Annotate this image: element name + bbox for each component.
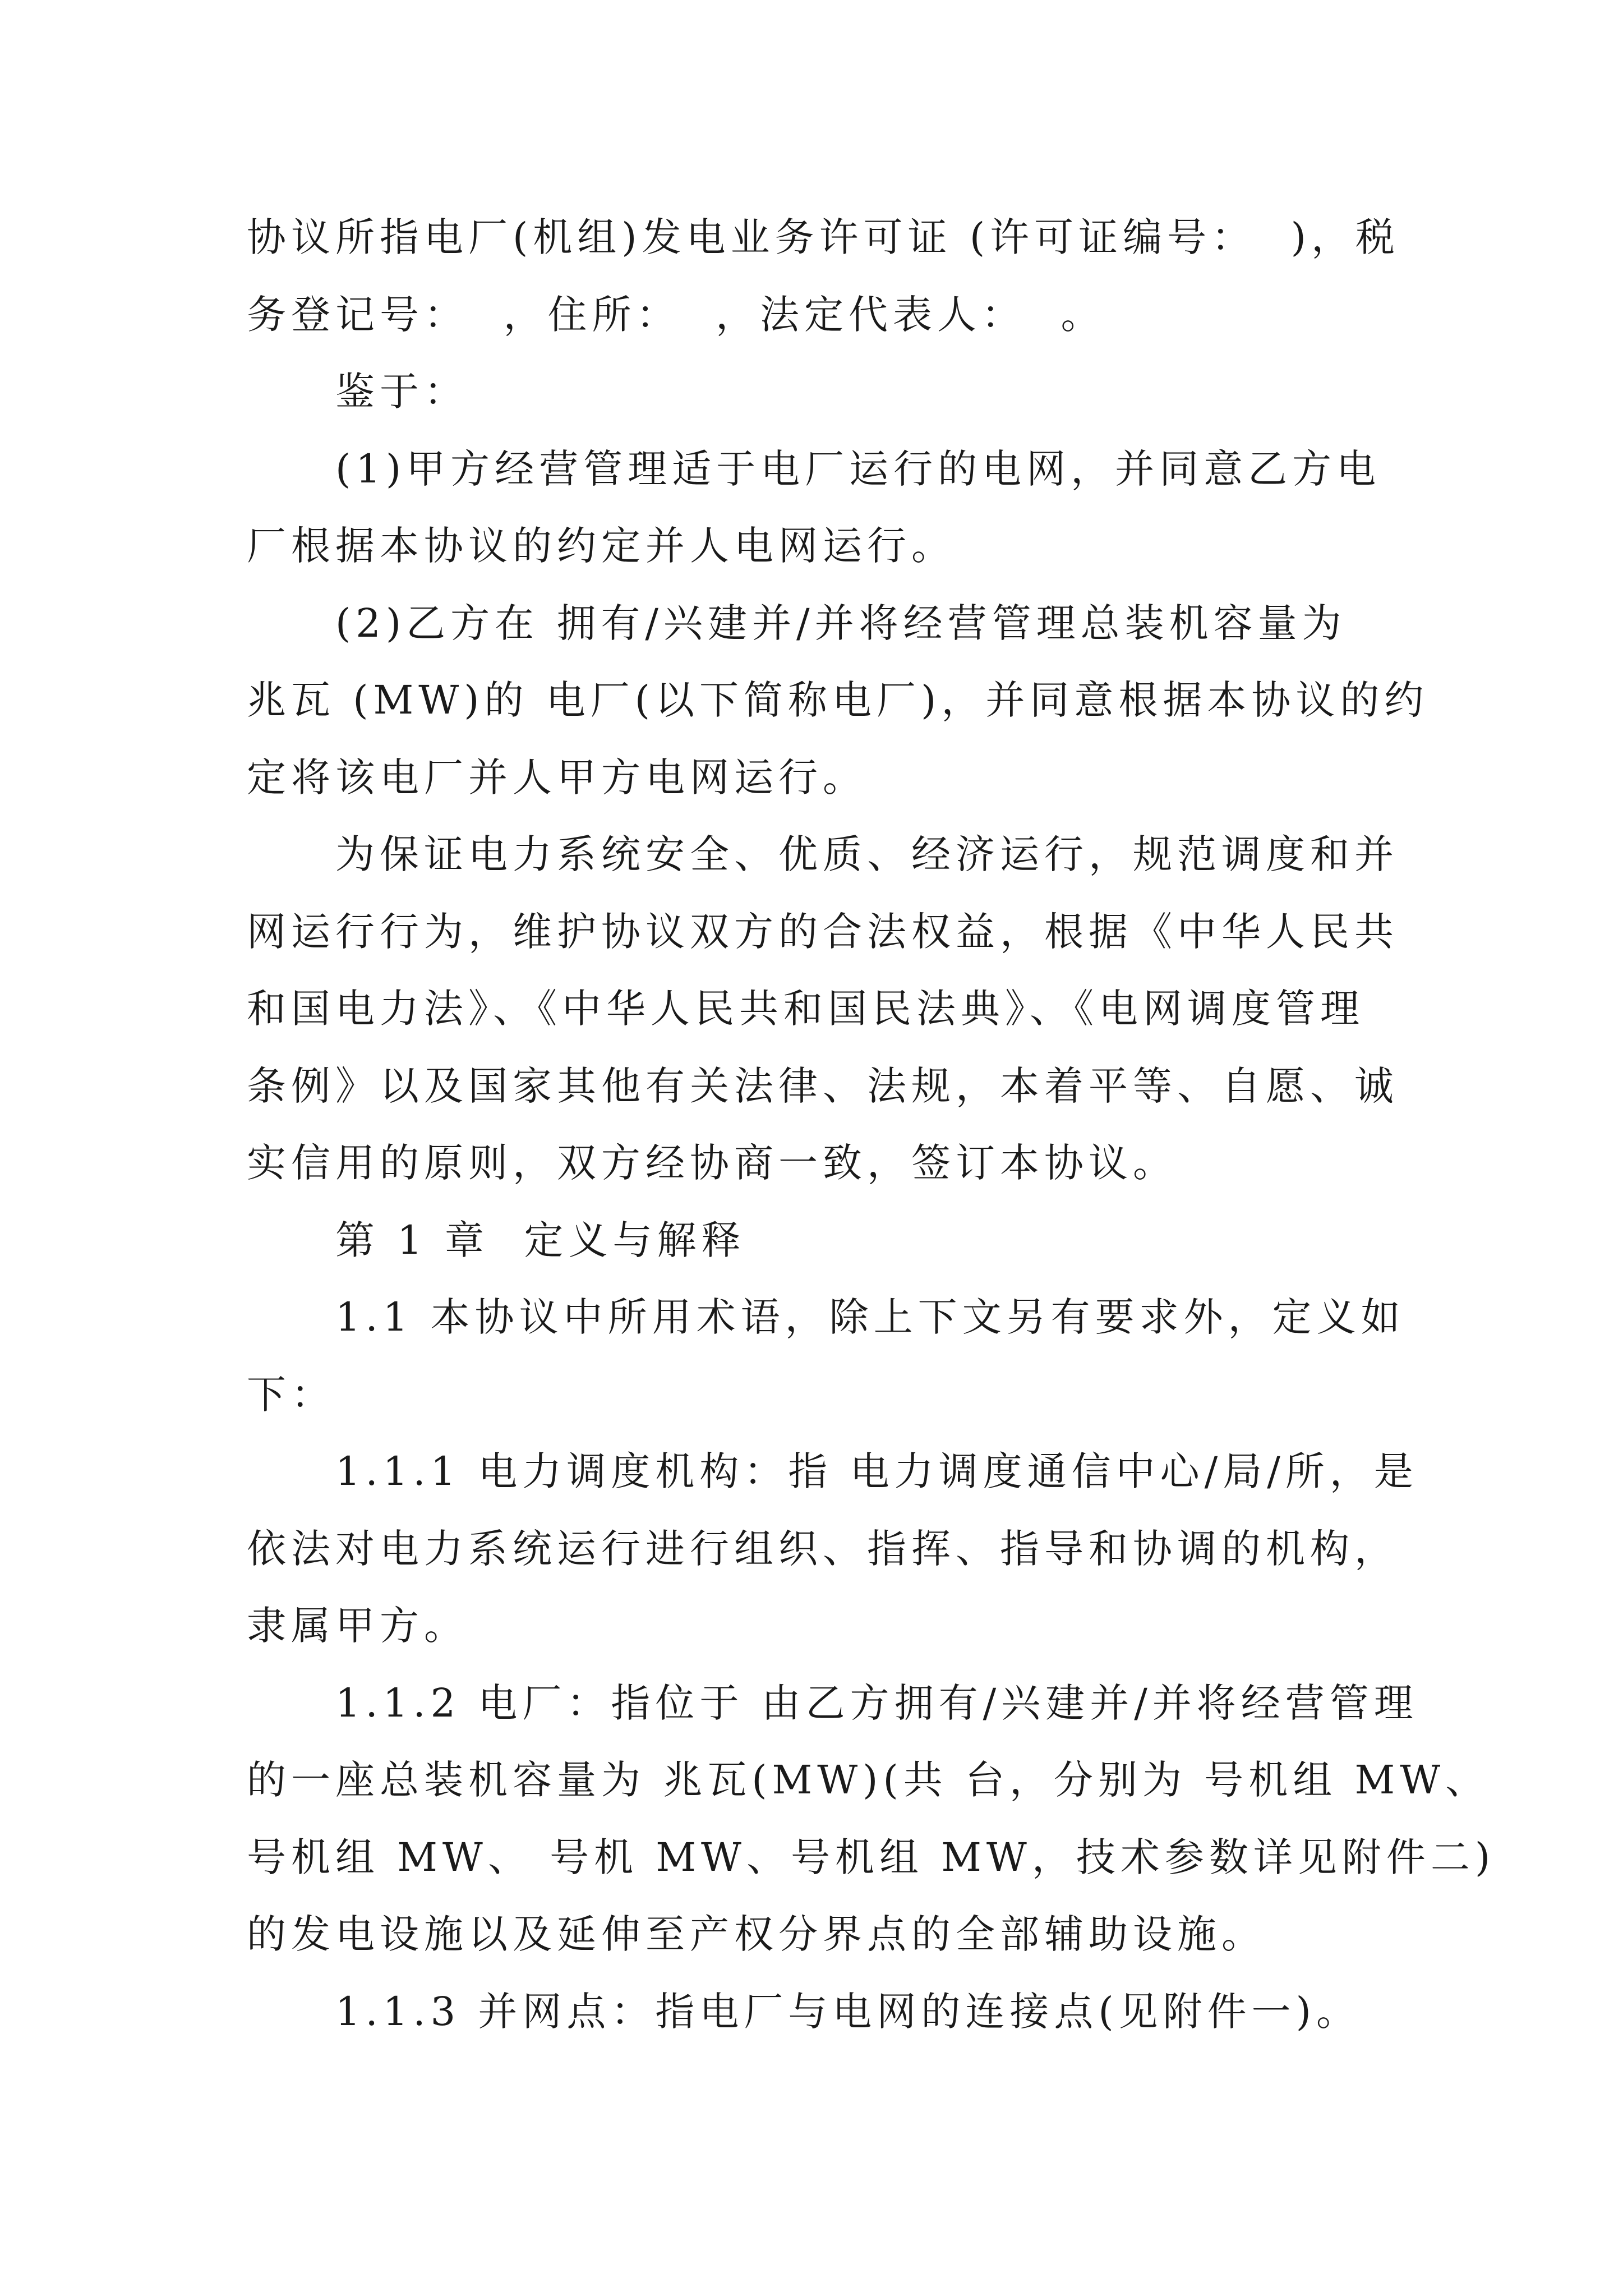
document-body	[247, 199, 1496, 2050]
text-line: 网运行行为，维护协议双方的合法权益，根据《中华人民共	[247, 908, 1399, 955]
text-line: 兆瓦 (MW)的 电厂(以下简称电厂)，并同意根据本协议的约	[247, 677, 1429, 723]
text-line: 1.1 本协议中所用术语，除上下文另有要求外，定义如	[335, 1294, 1405, 1340]
text-line: 务登记号： ，住所： ，法定代表人： 。	[247, 291, 1105, 338]
text-line: 1.1.3 并网点：指电厂与电网的连接点(见附件一)。	[335, 1988, 1361, 2035]
text-line: (1)甲方经营管理适于电厂运行的电网，并同意乙方电	[335, 445, 1381, 492]
text-line: 为保证电力系统安全、优质、经济运行，规范调度和并	[335, 831, 1399, 877]
text-line: 定将该电厂并人甲方电网运行。	[247, 754, 867, 800]
text-line: 的一座总装机容量为 兆瓦(MW)(共 台，分别为 号机组 MW、	[247, 1757, 1490, 1803]
text-line: 条例》以及国家其他有关法律、法规，本着平等、自愿、诚	[247, 1062, 1399, 1109]
text-line: 1.1.2 电厂：指位于 由乙方拥有/兴建并/并将经营管理	[335, 1680, 1418, 1726]
text-line: 依法对电力系统运行进行组织、指挥、指导和协调的机构，	[247, 1525, 1399, 1572]
text-line: 协议所指电厂(机组)发电业务许可证 (许可证编号： )，税	[247, 214, 1400, 260]
text-line: 号机组 MW、 号机 MW、号机组 MW，技术参数详见附件二)	[247, 1834, 1496, 1880]
text-line: (2)乙方在 拥有/兴建并/并将经营管理总装机容量为	[335, 600, 1347, 646]
text-line: 的发电设施以及延伸至产权分界点的全部辅助设施。	[247, 1911, 1266, 1957]
chapter-heading: 第 1 章 定义与解释	[335, 1217, 746, 1263]
text-line: 下：	[247, 1371, 335, 1418]
text-line: 实信用的原则，双方经协商一致，签订本协议。	[247, 1140, 1177, 1186]
text-line: 1.1.1 电力调度机构：指 电力调度通信中心/局/所，是	[335, 1448, 1418, 1494]
text-line: 厂根据本协议的约定并人电网运行。	[247, 523, 956, 569]
text-line: 隶属甲方。	[247, 1603, 468, 1649]
text-line: 和国电力法》、《中华人民共和国民法典》、《电网调度管理	[247, 986, 1364, 1032]
paragraph-heading: 鉴于：	[335, 369, 468, 415]
